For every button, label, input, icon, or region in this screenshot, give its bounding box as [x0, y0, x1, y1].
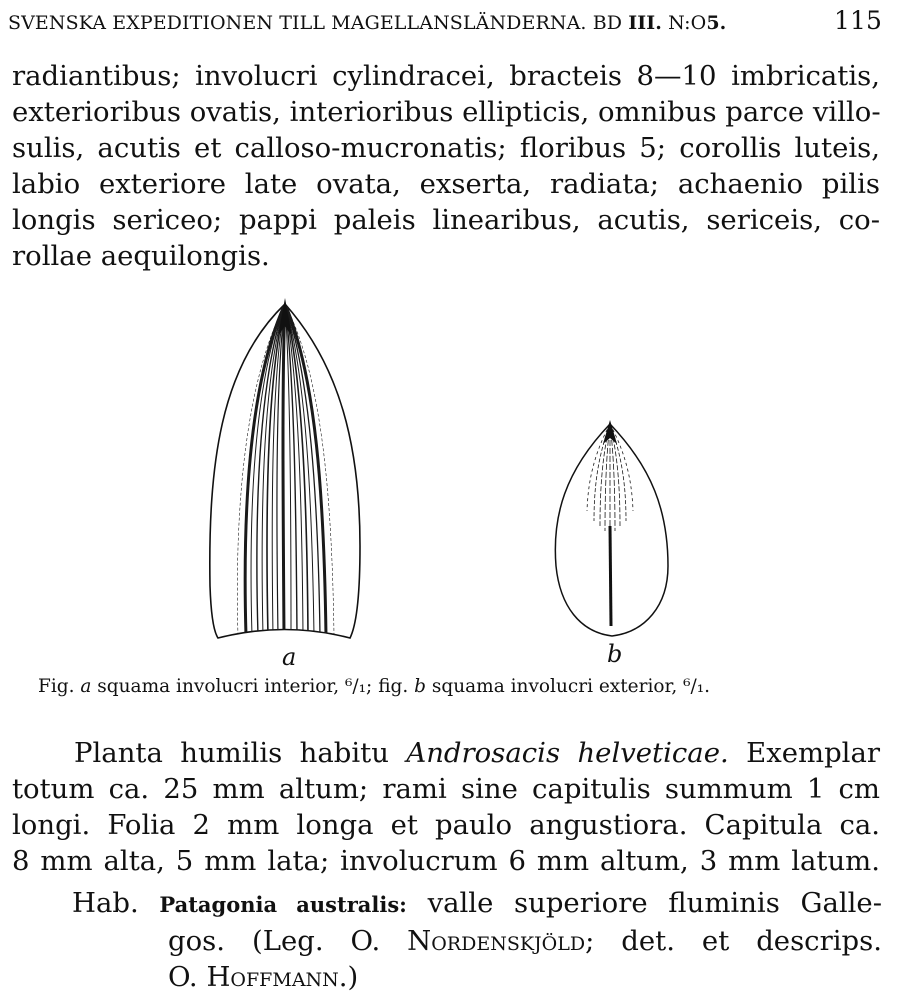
- running-title: [8, 12, 726, 34]
- caption-prefix: Fig.: [38, 676, 75, 697]
- habitat-line: [72, 959, 882, 995]
- caption-scale-b: ⁶/₁.: [683, 676, 711, 697]
- describer-name: Hoffmann: [206, 961, 339, 993]
- journal-title: SVENSKA EXPEDITIONEN TILL MAGELLANSLÄNDERNA.: [8, 12, 587, 34]
- running-header: [8, 6, 882, 40]
- habit-line: totum ca. 25 mm altum; rami sine capitulis summum 1 cm: [12, 773, 880, 805]
- habitat-text: valle superiore fluminis Galle-: [427, 887, 882, 919]
- volume-prefix: BD: [592, 12, 623, 34]
- habitat-location: Patagonia australis:: [159, 892, 407, 917]
- caption-text-a: squama involucri interior,: [97, 676, 340, 697]
- caption-scale-a: ⁶/₁;: [344, 676, 373, 697]
- habit-line: [12, 735, 880, 771]
- figure-label-a: a: [282, 643, 297, 671]
- figure-label-b: b: [607, 640, 623, 668]
- description-paragraph: [12, 58, 880, 274]
- figure-caption: [38, 676, 878, 697]
- habitat-line: [72, 923, 882, 959]
- habitat-text: gos. (Leg. O.: [168, 925, 381, 957]
- habitat-label: Hab.: [72, 887, 139, 919]
- caption-fig-prefix: fig.: [378, 676, 409, 697]
- figure: [190, 296, 670, 676]
- description-line: radiantibus; involucri cylindracei, bracteis 8—10 imbricatis,: [12, 60, 880, 92]
- caption-letter-a: a: [80, 676, 92, 697]
- description-line: sulis, acutis et calloso-mucronatis; floribus 5; corollis luteis,: [12, 132, 880, 164]
- habitat-text: ; det. et descrips.: [585, 925, 882, 957]
- number-prefix: N:O: [668, 12, 707, 34]
- collector-name: Nordenskjöld: [407, 925, 586, 957]
- bract-illustration: [190, 296, 670, 676]
- volume-number: III.: [628, 12, 662, 34]
- habitat-text: .): [338, 961, 359, 993]
- description-line: longis sericeo; pappi paleis linearibus, acutis, sericeis, co-: [12, 204, 880, 236]
- bract-b: [555, 420, 668, 636]
- bract-a: [210, 298, 360, 638]
- habitat-paragraph: [72, 885, 882, 995]
- page-number: 115: [833, 6, 882, 35]
- habitat-line: [72, 885, 882, 923]
- caption-text-b: squama involucri exterior,: [431, 676, 678, 697]
- description-line: rollae aequilongis.: [12, 240, 270, 272]
- caption-letter-b: b: [414, 676, 426, 697]
- issue-number: 5.: [706, 12, 727, 34]
- habit-text: Planta humilis habitu: [74, 737, 389, 769]
- species-name: Androsacis helveticae.: [406, 737, 729, 769]
- habitat-text: O.: [168, 961, 198, 993]
- habit-paragraph: [12, 735, 880, 879]
- habit-line: longi. Folia 2 mm longa et paulo angustiora. Capitula ca.: [12, 809, 880, 841]
- description-line: exterioribus ovatis, interioribus ellipticis, omnibus parce villo-: [12, 96, 881, 128]
- description-line: labio exteriore late ovata, exserta, radiata; achaenio pilis: [12, 168, 880, 200]
- habit-text: Exemplar: [746, 737, 881, 769]
- habit-line: 8 mm alta, 5 mm lata; involucrum 6 mm altum, 3 mm latum.: [12, 845, 880, 877]
